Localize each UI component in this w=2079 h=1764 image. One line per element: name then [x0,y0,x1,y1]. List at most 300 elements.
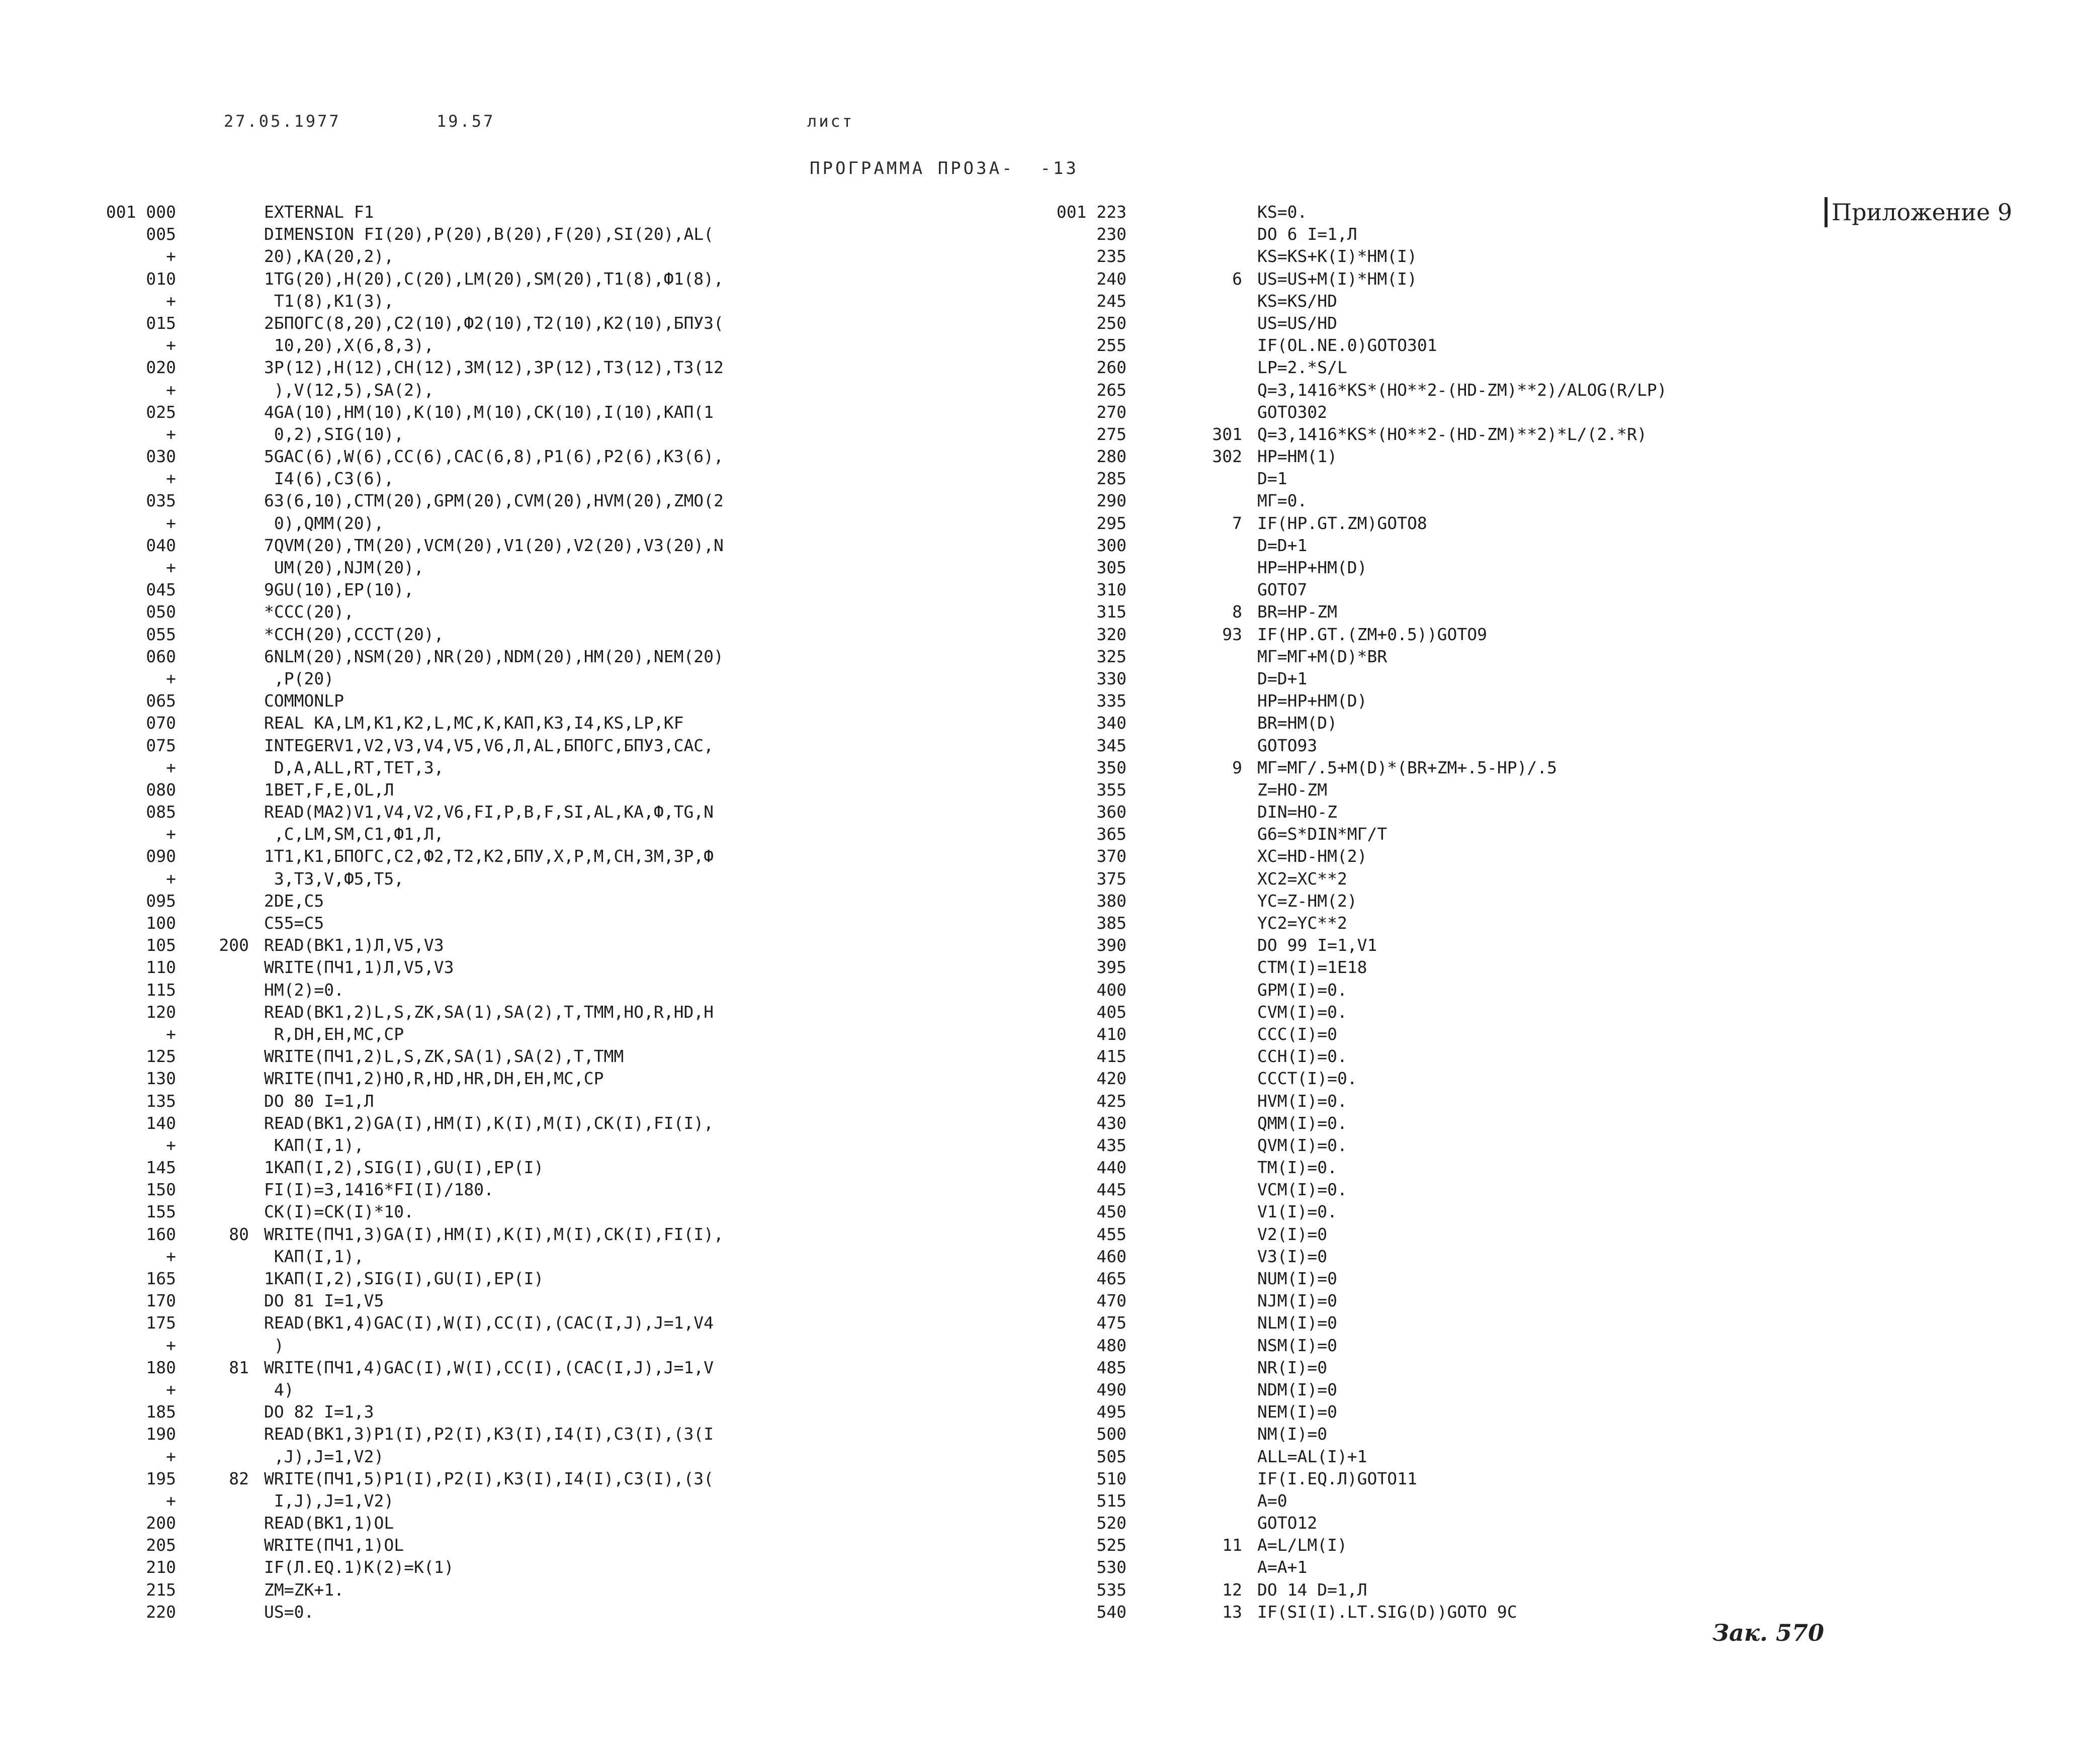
code-text: ZM=ZK+1. [264,1579,344,1600]
code-line [75,1246,1061,1268]
line-number: 075 [146,735,176,755]
line-number: 350 [1096,757,1127,777]
code-text: DO 80 I=1,Л [264,1091,374,1111]
code-text: XC2=XC**2 [1257,868,1347,889]
line-number: + [166,380,176,400]
code-text: WRITE(ПЧ1,2)HO,R,HD,HR,DH,EH,MC,CP [264,1069,604,1089]
code-text: IF(Л.EQ.1)K(2)=K(1) [264,1557,454,1577]
line-number: 190 [146,1424,176,1444]
code-text: ALL=AL(I)+1 [1257,1446,1367,1466]
code-text: QMM(I)=0. [1257,1113,1347,1133]
line-number: 355 [1096,779,1127,800]
code-line [1026,1357,2012,1379]
code-text: V2(I)=0 [1257,1224,1328,1244]
code-text: COMMONLP [264,691,344,711]
line-number: 390 [1096,935,1127,955]
line-number: 360 [1096,802,1127,822]
code-line [1026,1335,2012,1357]
statement-label: 80 [229,1224,249,1244]
code-line [1026,868,2012,890]
code-text: BR=HP-ZM [1257,602,1337,622]
line-number: 240 [1096,269,1127,289]
code-line [1026,1246,2012,1268]
line-number: 210 [146,1557,176,1577]
code-line [1026,1268,2012,1290]
code-text: CK(I)=CK(I)*10. [264,1202,414,1222]
code-text: V1(I)=0. [1257,1202,1337,1222]
line-number: + [166,469,176,489]
code-text: TM(I)=0. [1257,1158,1337,1178]
code-line [75,1223,1061,1246]
code-line [1026,1401,2012,1423]
code-text: WRITE(ПЧ1,5)P1(I),P2(I),K3(I),I4(I),C3(I),(3( [264,1468,714,1488]
code-line [1026,979,2012,1001]
line-number: 105 [146,935,176,955]
code-text: ,C,LM,SM,C1,Ф1,Л, [264,824,444,844]
code-line [75,535,1061,557]
code-text: CTM(I)=1E18 [1257,957,1367,978]
code-line [75,1045,1061,1068]
line-number: 485 [1096,1357,1127,1377]
line-number: 085 [146,802,176,822]
code-text: ),V(12,5),SA(2), [264,380,434,400]
line-number: 325 [1096,646,1127,666]
code-text: KAП(I,1), [264,1246,364,1266]
line-number: 490 [1096,1379,1127,1399]
code-line [1026,1112,2012,1134]
code-line [1026,1001,2012,1023]
line-number: 130 [146,1069,176,1089]
code-line [1026,1423,2012,1445]
code-text: HP=HP+HM(D) [1257,691,1367,711]
line-number: 395 [1096,957,1127,978]
code-text: 1T1,K1,БПОГС,C2,Ф2,T2,K2,БПУ,X,P,M,CH,3M,3P,Ф [264,846,714,866]
line-number: 450 [1096,1202,1127,1222]
code-text: 3P(12),H(12),CH(12),3M(12),3P(12),T3(12),T3(12 [264,358,724,378]
code-text: WRITE(ПЧ1,1)Л,V5,V3 [264,957,454,978]
line-number: 205 [146,1535,176,1555]
code-text: NEM(I)=0 [1257,1402,1337,1422]
code-text: IF(HP.GT.(ZM+0.5))GOTO9 [1257,624,1487,644]
code-text: T1(8),K1(3), [264,291,394,311]
code-text: Q=3,1416*KS*(HO**2-(HD-ZM)**2)/ALOG(R/LP) [1257,380,1667,400]
code-text: GOTO12 [1257,1513,1318,1533]
line-number: + [166,668,176,688]
line-number: 180 [146,1357,176,1377]
line-number: 245 [1096,291,1127,311]
code-line [75,223,1061,245]
line-number: 530 [1096,1557,1127,1577]
code-text: 1KAП(I,2),SIG(I),GU(I),EP(I) [264,1269,544,1288]
statement-label: 81 [229,1357,249,1377]
line-number: 001 000 [106,202,176,222]
line-number: 170 [146,1291,176,1311]
code-text: 2БПОГС(8,20),C2(10),Ф2(10),T2(10),K2(10),БПУ3( [264,313,724,333]
code-line [1026,245,2012,268]
line-number: 345 [1096,735,1127,755]
code-text: 2DE,C5 [264,891,324,911]
code-line [75,1023,1061,1045]
line-number: 230 [1096,224,1127,244]
code-line [75,1090,1061,1112]
code-text: NM(I)=0 [1257,1424,1328,1444]
code-text: VCM(I)=0. [1257,1180,1347,1200]
code-line [75,446,1061,468]
code-text: DO 99 I=1,V1 [1257,935,1377,955]
code-text: WRITE(ПЧ1,1)OL [264,1535,404,1555]
code-line [1026,668,2012,690]
code-line [75,357,1061,379]
code-text: HP=HP+HM(D) [1257,558,1367,577]
line-number: 410 [1096,1024,1127,1044]
code-text: GOTO93 [1257,735,1318,755]
line-number: 275 [1096,424,1127,444]
line-number: 295 [1096,513,1127,533]
code-line [1026,223,2012,245]
code-text: DO 14 D=1,Л [1257,1579,1367,1600]
code-line [1026,890,2012,912]
code-line [1026,1534,2012,1556]
code-text: D=1 [1257,469,1287,489]
code-line [1026,779,2012,801]
code-line [75,512,1061,535]
code-line [1026,1290,2012,1312]
code-text: WRITE(ПЧ1,3)GA(I),HM(I),K(I),M(I),CK(I),FI(I), [264,1224,724,1244]
code-line [1026,845,2012,867]
line-number: 475 [1096,1313,1127,1333]
code-text: DIMENSION FI(20),P(20),B(20),F(20),SI(20),AL( [264,224,714,244]
code-line [75,690,1061,712]
code-text: US=US+M(I)*HM(I) [1257,269,1417,289]
line-number: 195 [146,1468,176,1488]
line-number: 370 [1096,846,1127,866]
code-text: G6=S*DIN*MГ/T [1257,824,1388,844]
code-line [75,1112,1061,1134]
code-text: NLM(I)=0 [1257,1313,1337,1333]
code-line [75,1312,1061,1334]
code-line [1026,379,2012,401]
line-number: 115 [146,980,176,1000]
code-text: GOTO7 [1257,580,1308,600]
code-line [1026,757,2012,779]
code-text: GOTO302 [1257,402,1328,422]
code-line [75,334,1061,357]
code-line [75,290,1061,312]
code-line [1026,735,2012,757]
code-text: NDM(I)=0 [1257,1379,1337,1399]
statement-label: 200 [219,935,249,955]
code-line [75,1601,1061,1623]
statement-label: 93 [1222,624,1242,644]
code-text: CCC(I)=0 [1257,1024,1337,1044]
code-text: GPM(I)=0. [1257,980,1347,1000]
code-line [75,201,1061,223]
code-line [1026,601,2012,623]
line-number: 125 [146,1046,176,1067]
line-number: 165 [146,1269,176,1288]
code-line [1026,1134,2012,1157]
code-line [1026,1556,2012,1578]
line-number: 260 [1096,358,1127,378]
code-text: 9GU(10),EP(10), [264,580,414,600]
line-number: 270 [1096,402,1127,422]
code-line [75,912,1061,934]
line-number: 135 [146,1091,176,1111]
code-text: 20),KA(20,2), [264,246,394,267]
code-line [1026,446,2012,468]
program-title: ПРОГРАММА ПРОЗА- -13 [810,158,1079,179]
code-line [1026,1379,2012,1401]
code-line [1026,312,2012,334]
code-line [75,668,1061,690]
code-line [1026,357,2012,379]
line-number: 080 [146,779,176,800]
line-number: 095 [146,891,176,911]
line-number: 215 [146,1579,176,1600]
code-text: HM(2)=0. [264,980,344,1000]
code-text: *CCH(20),CCCT(20), [264,624,444,644]
code-line [75,1512,1061,1534]
code-text: DO 82 I=1,3 [264,1402,374,1422]
code-text: READ(BK1,3)P1(I),P2(I),K3(I),I4(I),C3(I),(3(I [264,1424,714,1444]
code-text: DO 6 I=1,Л [1257,224,1357,244]
code-text: 7QVM(20),TM(20),VCM(20),V1(20),V2(20),V3(20),N [264,535,724,555]
code-line [1026,401,2012,423]
line-number: 001 223 [1056,202,1127,222]
code-line [1026,1201,2012,1223]
line-number: 255 [1096,335,1127,356]
listing-left-column [75,201,1061,1623]
code-line [75,1290,1061,1312]
line-number: 330 [1096,668,1127,688]
code-text: HP=HM(1) [1257,447,1337,467]
code-text: EXTERNAL F1 [264,202,374,222]
code-line [75,601,1061,623]
code-line [75,868,1061,890]
code-line [75,845,1061,867]
code-line [75,423,1061,446]
code-line [75,1401,1061,1423]
code-line [1026,490,2012,512]
line-number: 505 [1096,1446,1127,1466]
code-line [75,579,1061,601]
line-number: 090 [146,846,176,866]
line-number: 465 [1096,1269,1127,1288]
code-line [1026,1446,2012,1468]
line-number: + [166,1379,176,1399]
code-text: 1BET,F,E,OL,Л [264,779,394,800]
line-number: 175 [146,1313,176,1333]
code-text: ,P(20) [264,668,334,688]
appendix-label: Приложение 9 [1825,197,2012,227]
code-text: BR=HM(D) [1257,713,1337,733]
line-number: + [166,291,176,311]
listing-right-column [1026,201,2012,1623]
line-number: + [166,513,176,533]
line-number: 150 [146,1180,176,1200]
code-line [75,1268,1061,1290]
line-number: 495 [1096,1402,1127,1422]
line-number: 420 [1096,1069,1127,1089]
statement-label: 9 [1232,757,1242,777]
line-number: 065 [146,691,176,711]
code-line [1026,1512,2012,1534]
statement-label: 7 [1232,513,1242,533]
code-text: A=0 [1257,1490,1287,1511]
code-text: *CCC(20), [264,602,354,622]
code-line [75,934,1061,956]
line-number: 480 [1096,1335,1127,1355]
code-line [75,1490,1061,1512]
code-text: D=D+1 [1257,668,1308,688]
code-line [1026,535,2012,557]
statement-label: 6 [1232,269,1242,289]
code-line [75,1335,1061,1357]
code-line [75,1179,1061,1201]
statement-label: 301 [1212,424,1242,444]
line-number: 050 [146,602,176,622]
line-number: 310 [1096,580,1127,600]
code-text: D,A,ALL,RT,TET,3, [264,757,444,777]
code-text: 6NLM(20),NSM(20),NR(20),NDM(20),HM(20),NEM(20) [264,646,724,666]
print-time: 19.57 [437,112,495,131]
line-number: 385 [1096,913,1127,933]
code-line [1026,1157,2012,1179]
line-number: 285 [1096,469,1127,489]
code-text: READ(BK1,1)Л,V5,V3 [264,935,444,955]
line-number: 320 [1096,624,1127,644]
line-number: 305 [1096,558,1127,577]
code-line [1026,1023,2012,1045]
code-line [1026,1090,2012,1112]
code-line [1026,1223,2012,1246]
code-text: 5GAC(6),W(6),CC(6),CAC(6,8),P1(6),P2(6),K3(6), [264,447,724,467]
code-line [75,1446,1061,1468]
line-number: 430 [1096,1113,1127,1133]
code-line [75,468,1061,490]
code-text: REAL KA,LM,K1,K2,L,MC,K,KAП,K3,I4,KS,LP,KF [264,713,684,733]
code-text: 3,T3,V,Ф5,T5, [264,868,404,889]
code-line [75,401,1061,423]
code-text: FI(I)=3,1416*FI(I)/180. [264,1180,494,1200]
code-line [1026,268,2012,290]
line-number: 040 [146,535,176,555]
line-number: + [166,868,176,889]
line-number: 005 [146,224,176,244]
line-number: 380 [1096,891,1127,911]
line-number: 460 [1096,1246,1127,1266]
code-line [1026,557,2012,579]
line-number: 440 [1096,1158,1127,1178]
code-text: UM(20),NJM(20), [264,558,424,577]
code-line [75,1068,1061,1090]
code-text: ,J),J=1,V2) [264,1446,384,1466]
code-line [1026,624,2012,646]
code-line [75,956,1061,979]
code-text: V3(I)=0 [1257,1246,1328,1266]
code-text: CCCT(I)=0. [1257,1069,1357,1089]
line-number: + [166,757,176,777]
line-number: 425 [1096,1091,1127,1111]
code-text: READ(BK1,2)L,S,ZK,SA(1),SA(2),T,TMM,HO,R,HD,H [264,1002,714,1022]
line-number: 045 [146,580,176,600]
code-text: READ(BK1,1)OL [264,1513,394,1533]
code-line [75,624,1061,646]
line-number: 145 [146,1158,176,1178]
line-number: + [166,1335,176,1355]
code-text: I,J),J=1,V2) [264,1490,394,1511]
code-text: KS=KS/HD [1257,291,1337,311]
order-mark: Зак. 570 [1712,1619,1825,1646]
code-text: READ(BK1,2)GA(I),HM(I),K(I),M(I),CK(I),FI(I), [264,1113,714,1133]
code-line [1026,646,2012,668]
line-number: 540 [1096,1602,1127,1622]
code-line [75,1201,1061,1223]
code-line [75,712,1061,734]
code-text: US=0. [264,1602,314,1622]
line-number: 445 [1096,1180,1127,1200]
line-number: 020 [146,358,176,378]
line-number: 375 [1096,868,1127,889]
statement-label: 82 [229,1468,249,1488]
code-text: INTEGERV1,V2,V3,V4,V5,V6,Л,AL,БПОГС,БПУ3,CAC, [264,735,714,755]
code-text: HVM(I)=0. [1257,1091,1347,1111]
code-text: KAП(I,1), [264,1135,364,1155]
code-text: IF(I.EQ.Л)GOTO11 [1257,1468,1417,1488]
line-number: 455 [1096,1224,1127,1244]
code-line [1026,579,2012,601]
code-text: MГ=0. [1257,491,1308,511]
code-line [75,490,1061,512]
code-line [75,1468,1061,1490]
line-number: 470 [1096,1291,1127,1311]
line-number: 415 [1096,1046,1127,1067]
code-text: US=US/HD [1257,313,1337,333]
line-number: 365 [1096,824,1127,844]
code-text: D=D+1 [1257,535,1308,555]
line-number: 235 [1096,246,1127,267]
line-number: 140 [146,1113,176,1133]
code-text: Q=3,1416*KS*(HO**2-(HD-ZM)**2)*L/(2.*R) [1257,424,1647,444]
code-line [1026,512,2012,535]
code-text: A=L/LM(I) [1257,1535,1347,1555]
code-line [75,268,1061,290]
code-line [75,1157,1061,1179]
code-text: NSM(I)=0 [1257,1335,1337,1355]
line-number: 520 [1096,1513,1127,1533]
code-line [75,646,1061,668]
code-line [1026,334,2012,357]
line-number: 015 [146,313,176,333]
line-number: 220 [146,1602,176,1622]
code-text: 1KAП(I,2),SIG(I),GU(I),EP(I) [264,1158,544,1178]
code-text: YC=Z-HM(2) [1257,891,1357,911]
code-line [75,1556,1061,1578]
line-number: 300 [1096,535,1127,555]
line-number: 185 [146,1402,176,1422]
line-number: + [166,824,176,844]
code-text: DIN=HO-Z [1257,802,1337,822]
code-line [1026,1068,2012,1090]
code-line [75,979,1061,1001]
line-number: 160 [146,1224,176,1244]
line-number: 315 [1096,602,1127,622]
code-text: MГ=MГ/.5+M(D)*(BR+ZM+.5-HP)/.5 [1257,757,1557,777]
code-text: IF(HP.GT.ZM)GOTO8 [1257,513,1427,533]
code-text: CVM(I)=0. [1257,1002,1347,1022]
line-number: + [166,1024,176,1044]
code-line [1026,1045,2012,1068]
